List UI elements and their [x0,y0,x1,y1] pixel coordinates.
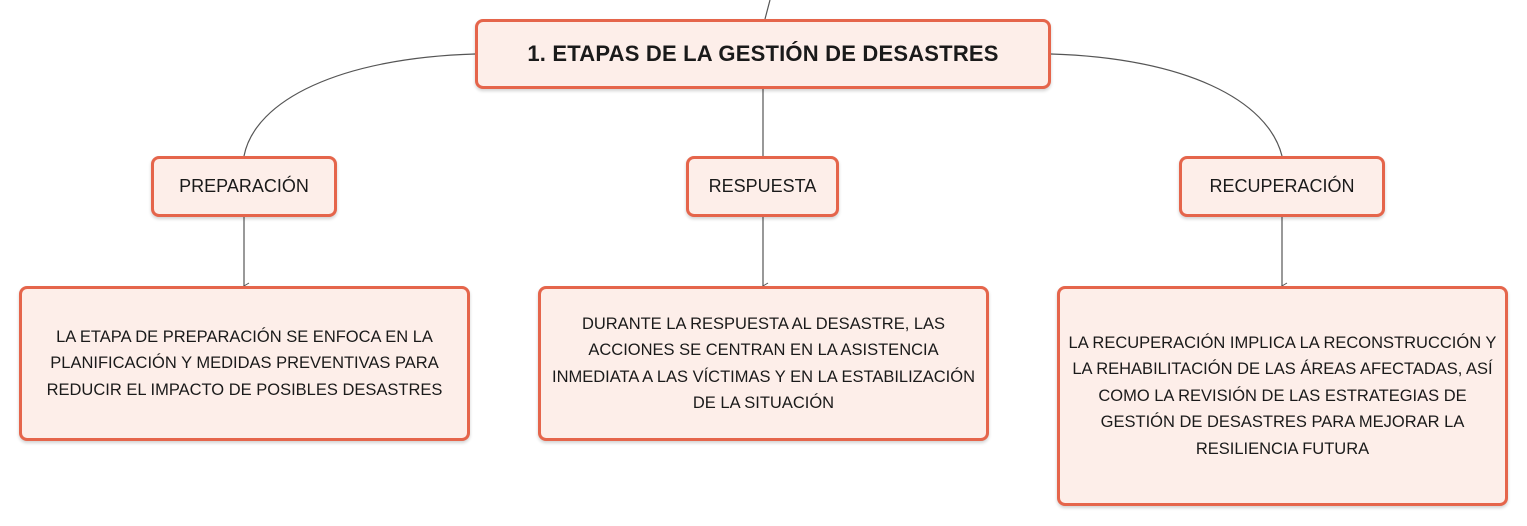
description-text-recuperacion: LA RECUPERACIÓN IMPLICA LA RECONSTRUCCIÓN Y LA REHABILITACIÓN DE LAS ÁREAS AFECTADAS, ASÍ COMO LA REVISIÓN DE LAS ESTRATEGIAS DE GESTIÓN DE DESASTRES PARA MEJORAR LA RESILIENCIA FUTURA [1068,333,1497,458]
description-node-recuperacion[interactable] [1057,286,1508,506]
description-node-preparacion[interactable] [19,286,470,441]
description-text-respuesta: DURANTE LA RESPUESTA AL DESASTRE, LAS ACCIONES SE CENTRAN EN LA ASISTENCIA INMEDIATA A LAS VÍCTIMAS Y EN LA ESTABILIZACIÓN DE LA SITUACIÓN [551,314,976,412]
root-node[interactable] [475,19,1051,89]
root-title: 1. ETAPAS DE LA GESTIÓN DE DESASTRES [527,41,999,66]
connector-root-preparacion [244,54,475,156]
description-text-preparacion: LA ETAPA DE PREPARACIÓN SE ENFOCA EN LA PLANIFICACIÓN Y MEDIDAS PREVENTIVAS PARA REDUCIR EL IMPACTO DE POSIBLES DESASTRES [46,327,443,399]
branch-node-respuesta[interactable] [686,156,839,217]
branch-label-preparacion: PREPARACIÓN [179,176,309,196]
branch-node-recuperacion[interactable] [1179,156,1385,217]
incoming-connector [765,0,770,19]
branch-label-respuesta: RESPUESTA [708,176,817,196]
branch-node-preparacion[interactable] [151,156,337,217]
connector-root-recuperacion [1051,54,1282,156]
description-node-respuesta[interactable] [538,286,989,441]
branch-label-recuperacion: RECUPERACIÓN [1209,176,1355,196]
